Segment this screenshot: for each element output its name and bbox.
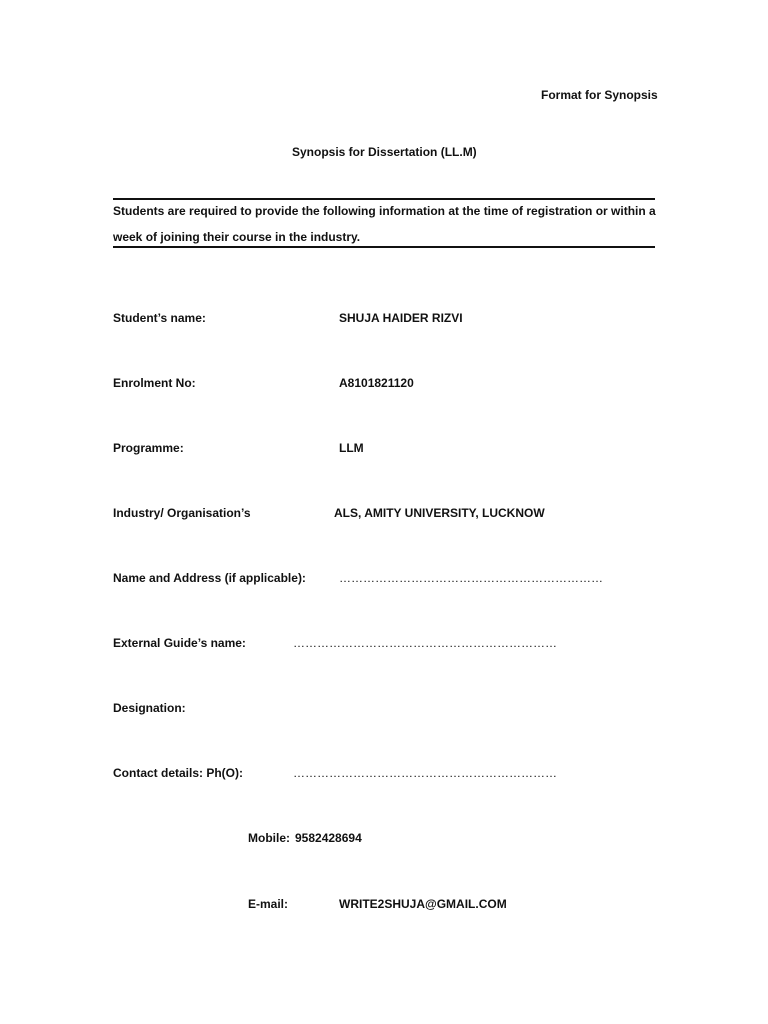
name-address-value: ………………………………………………………… bbox=[339, 571, 603, 585]
student-name-label: Student’s name: bbox=[113, 311, 206, 325]
mobile-label: Mobile: bbox=[248, 831, 290, 845]
enrolment-no-value: A8101821120 bbox=[339, 376, 414, 390]
contact-phone-value: ………………………………………………………… bbox=[293, 766, 557, 780]
mobile-value: 9582428694 bbox=[295, 831, 362, 845]
external-guide-value: ………………………………………………………… bbox=[293, 636, 557, 650]
name-address-label: Name and Address (if applicable): bbox=[113, 571, 306, 585]
student-name-value: SHUJA HAIDER RIZVI bbox=[339, 311, 463, 325]
industry-value: ALS, AMITY UNIVERSITY, LUCKNOW bbox=[334, 506, 545, 520]
page-title: Synopsis for Dissertation (LL.M) bbox=[292, 145, 477, 159]
programme-label: Programme: bbox=[113, 441, 184, 455]
bottom-divider bbox=[113, 246, 655, 248]
contact-phone-label: Contact details: Ph(O): bbox=[113, 766, 244, 780]
notice-line-1: Students are required to provide the following information at the time of registration or within a bbox=[113, 204, 656, 218]
enrolment-no-label: Enrolment No: bbox=[113, 376, 196, 390]
notice-line-2: week of joining their course in the industry. bbox=[113, 230, 361, 244]
registration-notice bbox=[113, 198, 661, 250]
external-guide-label: External Guide’s name: bbox=[113, 636, 246, 650]
email-value: WRITE2SHUJA@GMAIL.COM bbox=[339, 897, 507, 911]
programme-value: LLM bbox=[339, 441, 364, 455]
email-label: E-mail: bbox=[248, 897, 289, 911]
header-format-label: Format for Synopsis bbox=[541, 88, 658, 102]
industry-label: Industry/ Organisation’s bbox=[113, 506, 251, 520]
designation-label: Designation: bbox=[113, 701, 186, 715]
